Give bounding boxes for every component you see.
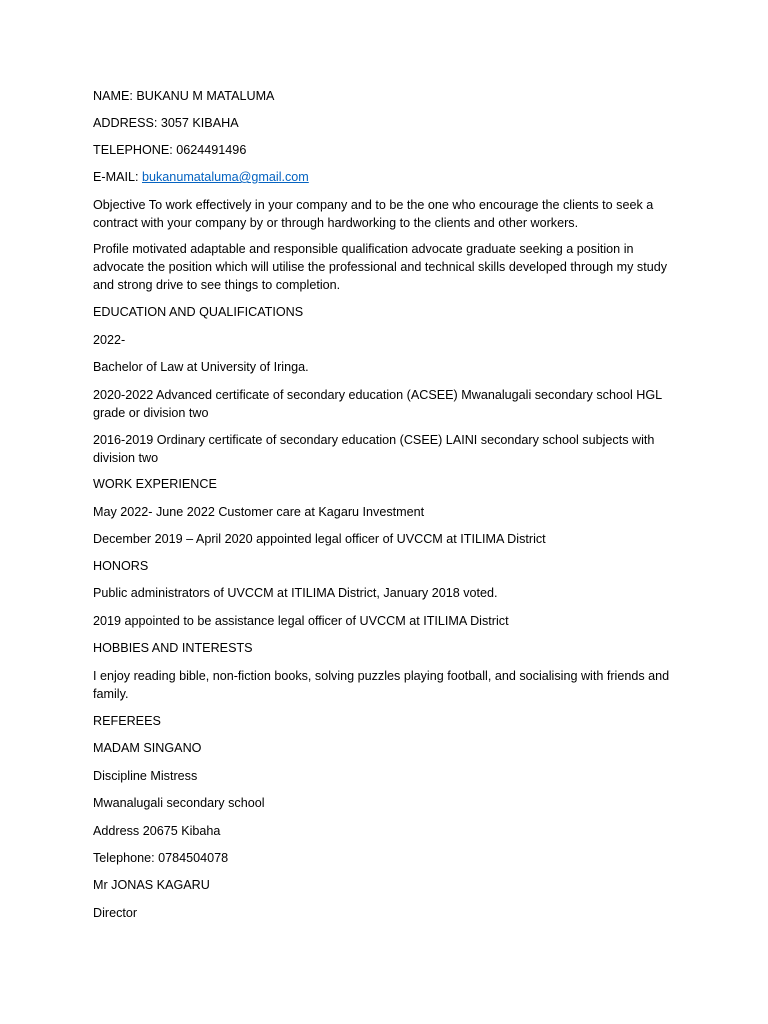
education-item: Bachelor of Law at University of Iringa. <box>93 360 309 374</box>
referee-line: Mwanalugali secondary school <box>93 796 265 810</box>
email-link[interactable]: bukanumataluma@gmail.com <box>142 170 309 184</box>
honors-item: 2019 appointed to be assistance legal officer of UVCCM at ITILIMA District <box>93 614 509 628</box>
cv-email-line <box>93 168 683 186</box>
referee-line: Director <box>93 906 138 920</box>
cv-telephone: TELEPHONE: 0624491496 <box>93 143 247 157</box>
referee-line: Address 20675 Kibaha <box>93 824 221 838</box>
work-heading: WORK EXPERIENCE <box>93 477 217 491</box>
honors-heading: HONORS <box>93 559 149 573</box>
profile-paragraph: Profile motivated adaptable and responsible qualification advocate graduate seeking a position in advocate the position which will utilise the professional and technical skills developed through my study and strong drive to see things to completion. <box>93 242 668 292</box>
work-item: May 2022- June 2022 Customer care at Kagaru Investment <box>93 505 425 519</box>
referee-line: MADAM SINGANO <box>93 741 202 755</box>
hobbies-paragraph: I enjoy reading bible, non-fiction books, solving puzzles playing football, and socialising with friends and family. <box>93 669 670 701</box>
education-item: 2020-2022 Advanced certificate of secondary education (ACSEE) Mwanalugali secondary school HGL grade or division two <box>93 388 662 420</box>
cv-name: NAME: BUKANU M MATALUMA <box>93 89 275 103</box>
referee-line: Mr JONAS KAGARU <box>93 878 210 892</box>
cv-address: ADDRESS: 3057 KIBAHA <box>93 116 239 130</box>
referee-line: Discipline Mistress <box>93 769 198 783</box>
objective-paragraph: Objective To work effectively in your company and to be the one who encourage the clients to seek a contract with your company by or through hardworking to the clients and other workers. <box>93 198 654 230</box>
referees-heading: REFEREES <box>93 714 161 728</box>
referee-line: Telephone: 0784504078 <box>93 851 229 865</box>
education-heading: EDUCATION AND QUALIFICATIONS <box>93 305 304 319</box>
honors-item: Public administrators of UVCCM at ITILIMA District, January 2018 voted. <box>93 586 498 600</box>
email-label: E-MAIL: <box>93 170 142 184</box>
education-item: 2022- <box>93 333 126 347</box>
education-item: 2016-2019 Ordinary certificate of secondary education (CSEE) LAINI secondary school subjects with division two <box>93 433 655 465</box>
work-item: December 2019 – April 2020 appointed legal officer of UVCCM at ITILIMA District <box>93 532 546 546</box>
hobbies-heading: HOBBIES AND INTERESTS <box>93 641 253 655</box>
